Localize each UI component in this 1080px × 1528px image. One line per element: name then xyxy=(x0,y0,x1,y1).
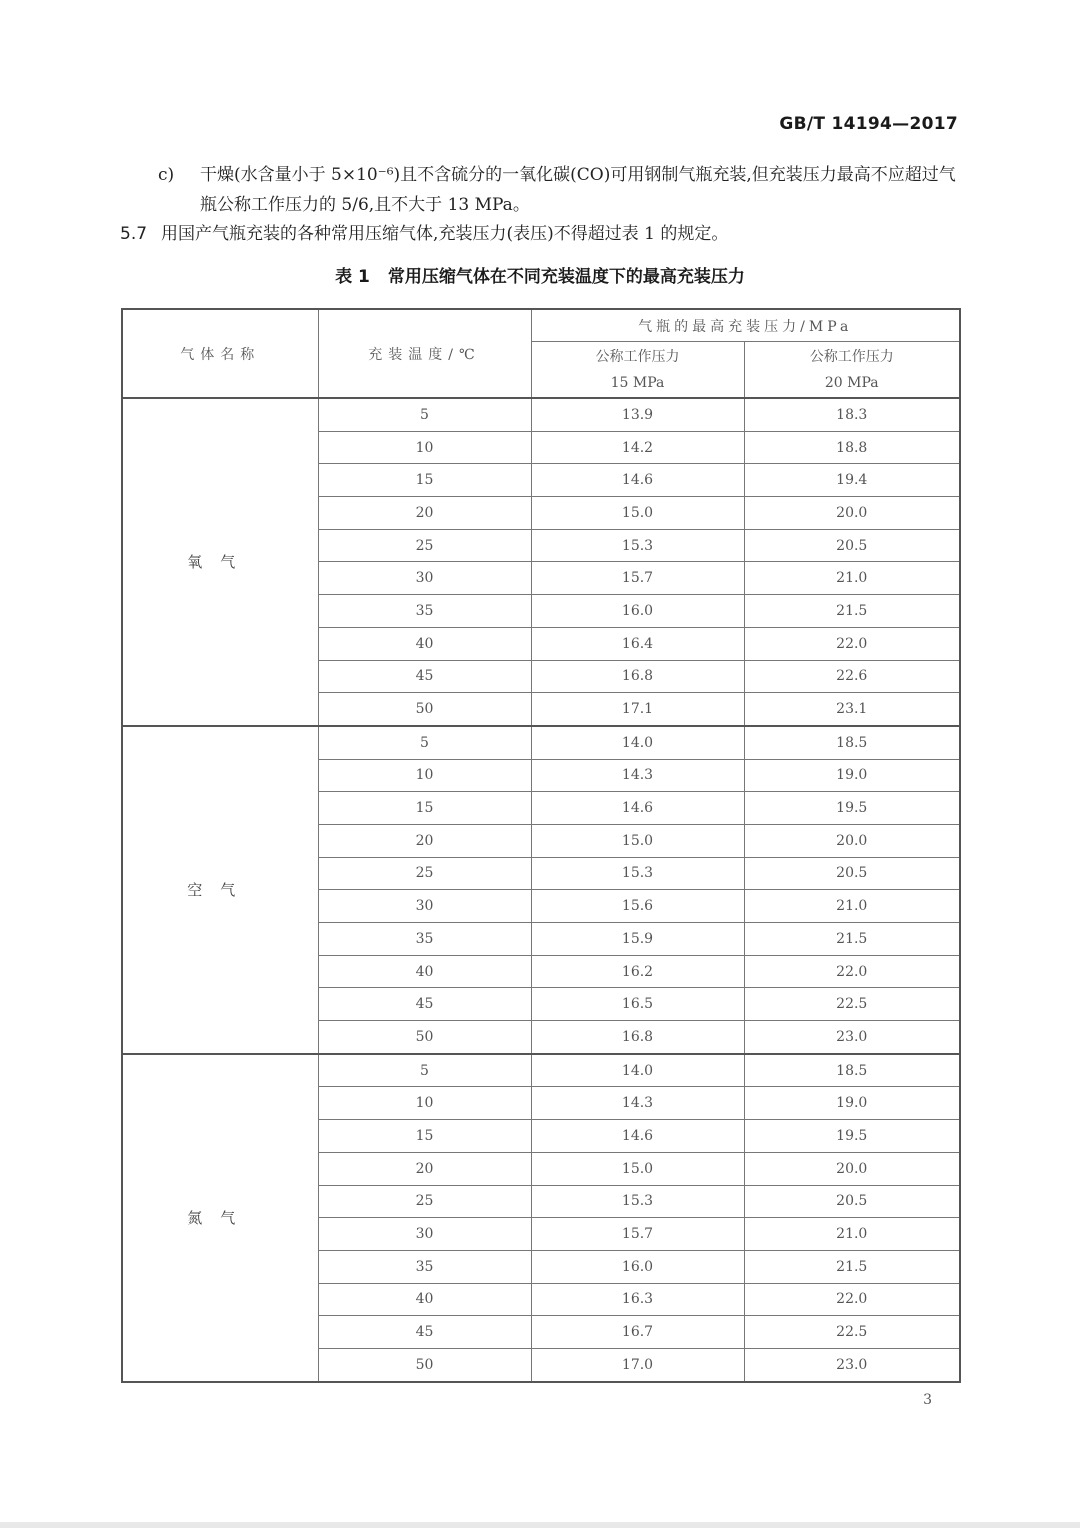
temperature-cell: 45 xyxy=(318,1316,531,1349)
pressure-20mpa-cell: 21.5 xyxy=(744,1250,960,1283)
pressure-15mpa-cell: 14.0 xyxy=(531,726,744,759)
pressure-15mpa-cell: 16.5 xyxy=(531,988,744,1021)
pressure-20mpa-cell: 22.5 xyxy=(744,1316,960,1349)
temperature-cell: 20 xyxy=(318,1152,531,1185)
pressure-15mpa-cell: 13.9 xyxy=(531,398,744,431)
header-20mpa-line2: 20 MPa xyxy=(824,374,879,391)
list-item-text: 干燥(水含量小于 5×10⁻⁶)且不含硫分的一氧化碳(CO)可用钢制气瓶充装,但充装压力最高不应超过气瓶公称工作压力的 5/6,且不大于 13 MPa。 xyxy=(200,165,956,215)
temperature-cell: 35 xyxy=(318,595,531,628)
temperature-cell: 35 xyxy=(318,923,531,956)
pressure-table xyxy=(121,308,961,1383)
pressure-15mpa-cell: 15.9 xyxy=(531,923,744,956)
pressure-20mpa-cell: 20.5 xyxy=(744,857,960,890)
header-20mpa xyxy=(744,342,960,399)
pressure-20mpa-cell: 22.0 xyxy=(744,955,960,988)
pressure-20mpa-cell: 21.5 xyxy=(744,595,960,628)
pressure-20mpa-cell: 18.5 xyxy=(744,1054,960,1087)
pressure-15mpa-cell: 14.6 xyxy=(531,1120,744,1153)
page-number: 3 xyxy=(923,1392,932,1408)
pressure-15mpa-cell: 15.3 xyxy=(531,857,744,890)
temperature-cell: 35 xyxy=(318,1250,531,1283)
pressure-15mpa-cell: 15.3 xyxy=(531,529,744,562)
pressure-15mpa-cell: 15.0 xyxy=(531,497,744,530)
temperature-cell: 20 xyxy=(318,497,531,530)
pressure-15mpa-cell: 14.6 xyxy=(531,792,744,825)
temperature-cell: 10 xyxy=(318,1087,531,1120)
pressure-15mpa-cell: 15.6 xyxy=(531,890,744,923)
pressure-15mpa-cell: 14.3 xyxy=(531,1087,744,1120)
pressure-20mpa-cell: 22.5 xyxy=(744,988,960,1021)
pressure-15mpa-cell: 14.0 xyxy=(531,1054,744,1087)
header-15mpa xyxy=(531,342,744,399)
standard-number: GB/T 14194—2017 xyxy=(779,114,958,134)
pressure-20mpa-cell: 18.3 xyxy=(744,398,960,431)
pressure-20mpa-cell: 23.0 xyxy=(744,1021,960,1054)
header-15mpa-line2: 15 MPa xyxy=(610,374,665,391)
pressure-15mpa-cell: 14.6 xyxy=(531,464,744,497)
header-15mpa-line1: 公称工作压力 xyxy=(595,348,680,365)
pressure-20mpa-cell: 20.0 xyxy=(744,1152,960,1185)
temperature-cell: 25 xyxy=(318,1185,531,1218)
temperature-cell: 20 xyxy=(318,824,531,857)
pressure-20mpa-cell: 19.0 xyxy=(744,759,960,792)
table-body xyxy=(122,398,960,1382)
temperature-cell: 5 xyxy=(318,1054,531,1087)
list-item-label: c) xyxy=(158,165,175,185)
temperature-cell: 5 xyxy=(318,726,531,759)
pressure-20mpa-cell: 22.6 xyxy=(744,660,960,693)
table-caption xyxy=(0,262,1080,287)
pressure-15mpa-cell: 16.7 xyxy=(531,1316,744,1349)
temperature-cell: 30 xyxy=(318,890,531,923)
gas-name-cell: 氮气 xyxy=(122,1054,318,1382)
pressure-15mpa-cell: 17.0 xyxy=(531,1348,744,1381)
gas-name-cell: 空气 xyxy=(122,726,318,1054)
header-20mpa-line1: 公称工作压力 xyxy=(809,348,894,365)
table-row xyxy=(122,398,960,431)
header-temperature: 充装温度/℃ xyxy=(318,309,531,398)
temperature-cell: 5 xyxy=(318,398,531,431)
temperature-cell: 50 xyxy=(318,1021,531,1054)
clause-number: 5.7 xyxy=(120,224,148,244)
temperature-cell: 25 xyxy=(318,529,531,562)
temperature-cell: 50 xyxy=(318,1348,531,1381)
temperature-cell: 15 xyxy=(318,792,531,825)
pressure-15mpa-cell: 15.0 xyxy=(531,1152,744,1185)
pressure-20mpa-cell: 23.1 xyxy=(744,693,960,726)
pressure-20mpa-cell: 20.0 xyxy=(744,824,960,857)
pressure-20mpa-cell: 23.0 xyxy=(744,1348,960,1381)
pressure-15mpa-cell: 15.0 xyxy=(531,824,744,857)
pressure-15mpa-cell: 14.2 xyxy=(531,431,744,464)
pressure-15mpa-cell: 16.4 xyxy=(531,627,744,660)
pressure-15mpa-cell: 15.7 xyxy=(531,1218,744,1251)
pressure-20mpa-cell: 19.5 xyxy=(744,1120,960,1153)
gas-name-cell: 氧气 xyxy=(122,398,318,726)
pressure-20mpa-cell: 21.0 xyxy=(744,890,960,923)
temperature-cell: 45 xyxy=(318,988,531,1021)
list-item-c xyxy=(120,160,960,220)
pressure-15mpa-cell: 15.7 xyxy=(531,562,744,595)
temperature-cell: 40 xyxy=(318,955,531,988)
pressure-20mpa-cell: 19.5 xyxy=(744,792,960,825)
pressure-15mpa-cell: 16.0 xyxy=(531,1250,744,1283)
temperature-cell: 50 xyxy=(318,693,531,726)
pressure-20mpa-cell: 20.5 xyxy=(744,529,960,562)
table-row xyxy=(122,1054,960,1087)
pressure-20mpa-cell: 22.0 xyxy=(744,1283,960,1316)
temperature-cell: 25 xyxy=(318,857,531,890)
temperature-cell: 40 xyxy=(318,1283,531,1316)
pressure-15mpa-cell: 16.2 xyxy=(531,955,744,988)
pressure-15mpa-cell: 16.0 xyxy=(531,595,744,628)
pressure-20mpa-cell: 21.0 xyxy=(744,1218,960,1251)
table-caption-number: 表 1 xyxy=(335,267,370,287)
pressure-15mpa-cell: 16.8 xyxy=(531,660,744,693)
pressure-15mpa-cell: 16.3 xyxy=(531,1283,744,1316)
temperature-cell: 45 xyxy=(318,660,531,693)
pressure-20mpa-cell: 20.0 xyxy=(744,497,960,530)
pressure-20mpa-cell: 19.0 xyxy=(744,1087,960,1120)
temperature-cell: 40 xyxy=(318,627,531,660)
pressure-15mpa-cell: 14.3 xyxy=(531,759,744,792)
pressure-15mpa-cell: 15.3 xyxy=(531,1185,744,1218)
pressure-20mpa-cell: 20.5 xyxy=(744,1185,960,1218)
page-bottom-edge xyxy=(0,1522,1080,1528)
temperature-cell: 10 xyxy=(318,759,531,792)
pressure-20mpa-cell: 18.8 xyxy=(744,431,960,464)
pressure-20mpa-cell: 18.5 xyxy=(744,726,960,759)
temperature-cell: 30 xyxy=(318,562,531,595)
pressure-15mpa-cell: 16.8 xyxy=(531,1021,744,1054)
temperature-cell: 15 xyxy=(318,1120,531,1153)
temperature-cell: 30 xyxy=(318,1218,531,1251)
temperature-cell: 15 xyxy=(318,464,531,497)
pressure-20mpa-cell: 21.0 xyxy=(744,562,960,595)
header-gas-name: 气体名称 xyxy=(122,309,318,398)
header-max-pressure: 气瓶的最高充装压力/MPa xyxy=(531,309,960,342)
pressure-20mpa-cell: 22.0 xyxy=(744,627,960,660)
temperature-cell: 10 xyxy=(318,431,531,464)
table-row xyxy=(122,726,960,759)
pressure-20mpa-cell: 19.4 xyxy=(744,464,960,497)
clause-text: 用国产气瓶充装的各种常用压缩气体,充装压力(表压)不得超过表 1 的规定。 xyxy=(161,224,729,244)
clause-5-7 xyxy=(120,219,960,249)
pressure-15mpa-cell: 17.1 xyxy=(531,693,744,726)
table-caption-title: 常用压缩气体在不同充装温度下的最高充装压力 xyxy=(387,267,745,287)
pressure-20mpa-cell: 21.5 xyxy=(744,923,960,956)
